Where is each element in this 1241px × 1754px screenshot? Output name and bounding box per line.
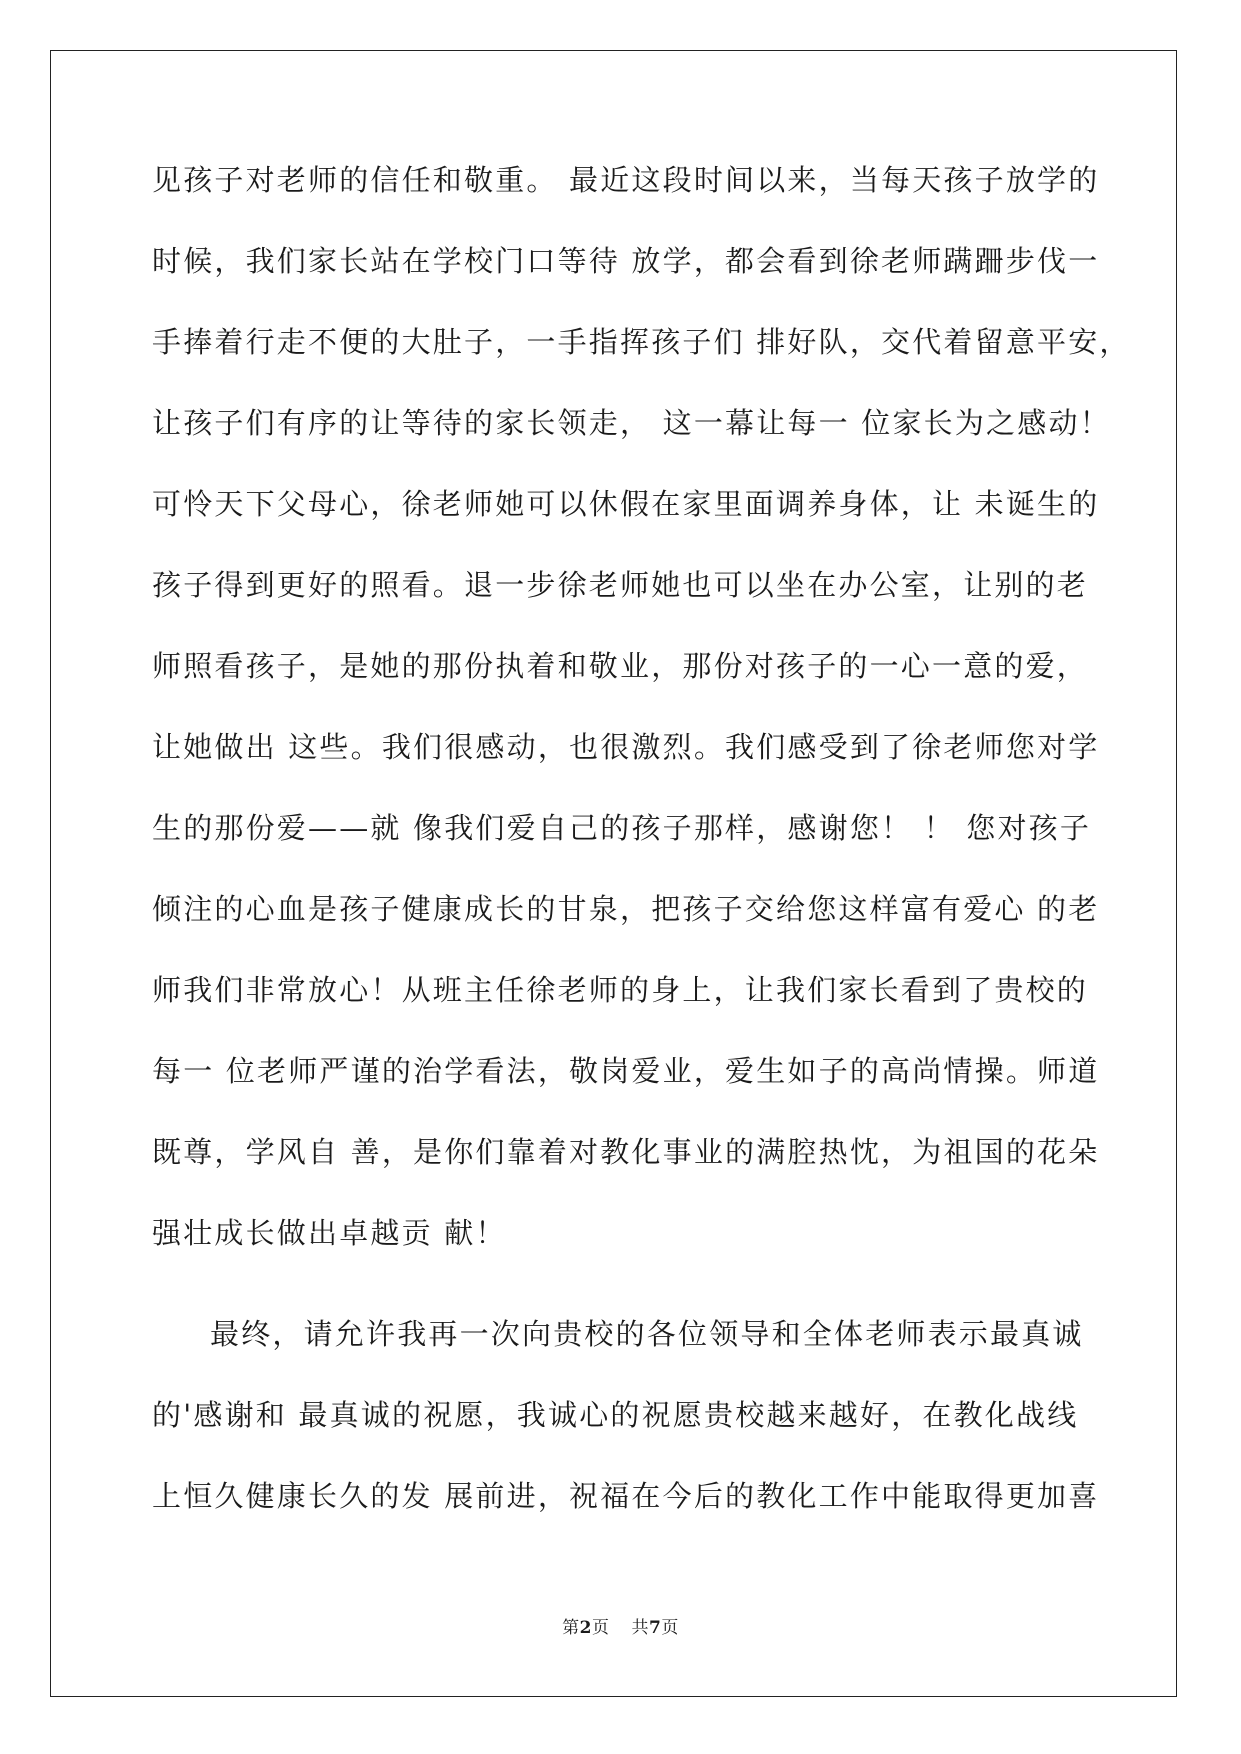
text-line: 上恒久健康长久的发 展前进，祝福在今后的教化工作中能取得更加喜 bbox=[152, 1479, 1100, 1513]
text-line: 见孩子对老师的信任和敬重。 最近这段时间以来，当每天孩子放学的 bbox=[152, 163, 1100, 197]
text-line: 的'感谢和 最真诚的祝愿，我诚心的祝愿贵校越来越好，在教化战线 bbox=[152, 1398, 1079, 1432]
text-line: 让孩子们有序的让等待的家长领走， 这一幕让每一 位家长为之感动！ bbox=[152, 406, 1111, 440]
text-line: 时候，我们家长站在学校门口等待 放学，都会看到徐老师蹒跚步伐一 bbox=[152, 244, 1100, 278]
total-prefix: 共 bbox=[631, 1618, 649, 1638]
text-line: 最终，请允许我再一次向贵校的各位领导和全体老师表示最真诚 bbox=[210, 1317, 1084, 1351]
text-line: 生的那份爱——就 像我们爱自己的孩子那样，感谢您！ ！ 您对孩子 bbox=[152, 811, 1092, 845]
text-line: 师我们非常放心！从班主任徐老师的身上，让我们家长看到了贵校的 bbox=[152, 973, 1089, 1007]
text-line: 师照看孩子，是她的那份执着和敬业，那份对孩子的一心一意的爱， bbox=[152, 649, 1089, 683]
page-number: 2 bbox=[579, 1618, 592, 1638]
total-suffix: 页 bbox=[661, 1618, 679, 1638]
text-line: 每一 位老师严谨的治学看法，敬岗爱业，爱生如子的高尚情操。师道 bbox=[152, 1054, 1100, 1088]
text-line: 让她做出 这些。我们很感动，也很激烈。我们感受到了徐老师您对学 bbox=[152, 730, 1100, 764]
page-footer bbox=[0, 1617, 1241, 1639]
total-pages: 7 bbox=[649, 1618, 662, 1638]
text-line: 倾注的心血是孩子健康成长的甘泉，把孩子交给您这样富有爱心 的老 bbox=[152, 892, 1100, 926]
text-line: 既尊，学风自 善，是你们靠着对教化事业的满腔热忱，为祖国的花朵 bbox=[152, 1135, 1100, 1169]
body-text bbox=[152, 160, 1131, 1557]
page-suffix: 页 bbox=[592, 1618, 610, 1638]
page-prefix: 第 bbox=[562, 1618, 580, 1638]
text-line: 强壮成长做出卓越贡 献！ bbox=[152, 1216, 507, 1250]
paragraph-gap bbox=[152, 1294, 1102, 1314]
text-line: 可怜天下父母心，徐老师她可以休假在家里面调养身体，让 未诞生的 bbox=[152, 487, 1100, 521]
text-line: 孩子得到更好的照看。退一步徐老师她也可以坐在办公室，让别的老 bbox=[152, 568, 1089, 602]
text-line: 手捧着行走不便的大肚子，一手指挥孩子们 排好队，交代着留意平安， bbox=[152, 325, 1131, 359]
